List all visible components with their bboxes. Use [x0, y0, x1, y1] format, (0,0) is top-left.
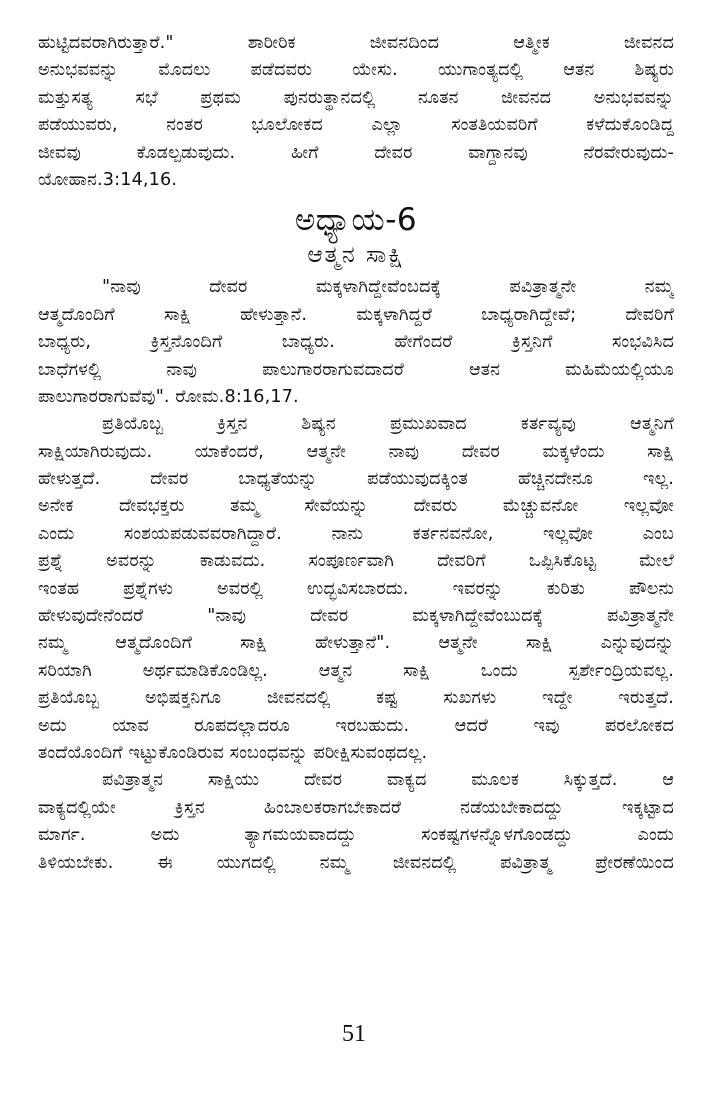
text-line: ಹೇಳುವುದೇನೆಂದರೆ "ನಾವು ದೇವರ ಮಕ್ಕಳಾಗಿದ್ದೇವೆಂಬುದಕ್ಕೆ ಪವಿತ್ರಾತ್ಮನೇ [38, 606, 674, 627]
text-line: ಪ್ರತಿಯೊಬ್ಬ ಕ್ರಿಸ್ತನ ಶಿಷ್ಯನ ಪ್ರಮುಖವಾದ ಕರ್ತವ್ಯವು ಆತ್ಮನಿಗೆ [102, 414, 674, 435]
text-line: ಆತ್ಮದೊಂದಿಗೆ ಸಾಕ್ಷಿ ಹೇಳುತ್ತಾನೆ. ಮಕ್ಕಳಾಗಿದ್ದರೆ ಬಾಧ್ಯರಾಗಿದ್ದೇವೆ; ದೇವರಿಗೆ [38, 304, 674, 325]
text-line: ಅನುಭವವನ್ನು ಮೊದಲು ಪಡೆದವರು ಯೇಸು. ಯುಗಾಂತ್ಯದಲ್ಲಿ ಆತನ ಶಿಷ್ಯರು [38, 60, 674, 81]
text-line: "ನಾವು ದೇವರ ಮಕ್ಕಳಾಗಿದ್ದೇವೆಂಬದಕ್ಕೆ ಪವಿತ್ರಾತ್ಮನೇ ನಮ್ಮ [102, 277, 674, 298]
paragraph-3 [38, 767, 674, 877]
chapter-subtitle: ಆತ್ಮನ ಸಾಕ್ಷಿ [307, 242, 405, 269]
text-line: ಪ್ರಶ್ನೆ ಅವರನ್ನು ಕಾಡುವದು. ಸಂಪೂರ್ಣವಾಗಿ ದೇವರಿಗೆ ಒಪ್ಪಿಸಿಕೊಟ್ಟ ಮೇಲೆ [38, 551, 674, 572]
text-line: ಇಂತಹ ಪ್ರಶ್ನೆಗಳು ಅವರಲ್ಲಿ ಉದ್ಭವಿಸಬಾರದು. ಇವರನ್ನು ಕುರಿತು ಪೌಲನು [38, 578, 674, 599]
text-line: ತಂದೆಯೊಂದಿಗೆ ಇಟ್ಟುಕೊಂಡಿರುವ ಸಂಬಂಧವನ್ನು ಪರೀಕ್ಷಿಸುವಂಥದಲ್ಲ. [38, 742, 428, 763]
text-line: ಜೀವವು ಕೊಡಲ್ಪಡುವುದು. ಹೀಗೆ ದೇವರ ವಾಗ್ದಾನವು ನೆರವೇರುವುದು- [38, 142, 674, 163]
text-line: ಪ್ರತಿಯೊಬ್ಬ ಅಭಿಷಕ್ತನಿಗೂ ಜೀವನದಲ್ಲಿ ಕಷ್ಟ ಸುಖಗಳು ಇದ್ದೇ ಇರುತ್ತದೆ. [38, 688, 674, 709]
document-page [38, 30, 674, 1080]
text-line: ಬಾಧ್ಯರು, ಕ್ರಿಸ್ತನೊಂದಿಗೆ ಬಾಧ್ಯರು. ಹೇಗೆಂದರೆ ಕ್ರಿಸ್ತನಿಗೆ ಸಂಭವಿಸಿದ [38, 332, 674, 353]
text-line: ಯೋಹಾನ.3:14,16. [38, 169, 178, 190]
text-line: ಅದು ಯಾವ ರೂಪದಲ್ಲಾದರೂ ಇರಬಹುದು. ಆದರೆ ಇವು ಪರಲೋಕದ [38, 715, 674, 736]
text-line: ಸರಿಯಾಗಿ ಅರ್ಥಮಾಡಿಕೊಂಡಿಲ್ಲ. ಆತ್ಮನ ಸಾಕ್ಷಿ ಒಂದು ಸ್ಪರ್ಶೇಂದ್ರಿಯವಲ್ಲ. [38, 660, 674, 681]
intro-paragraph [38, 30, 674, 194]
text-line: ಅನೇಕ ದೇವಭಕ್ತರು ತಮ್ಮ ಸೇವೆಯನ್ನು ದೇವರು ಮೆಚ್ಚುವನೋ ಇಲ್ಲವೋ [38, 496, 674, 517]
text-line: ಹೇಳುತ್ತದೆ. ದೇವರ ಬಾಧ್ಯತೆಯನ್ನು ಪಡೆಯುವುದಕ್ಕಿಂತ ಹೆಚ್ಚಿನದೇನೂ ಇಲ್ಲ. [38, 469, 674, 490]
text-line: ಎಂದು ಸಂಶಯಪಡುವವರಾಗಿದ್ದಾರೆ. ನಾನು ಕರ್ತನವನೋ, ಇಲ್ಲವೋ ಎಂಬ [38, 523, 674, 544]
paragraph-1 [38, 274, 674, 411]
text-line: ಮತ್ತುಸತ್ಯ ಸಭೆ ಪ್ರಥಮ ಪುನರುತ್ಥಾನದಲ್ಲಿ ನೂತನ ಜೀವನದ ಅನುಭವವನ್ನು [38, 87, 674, 108]
paragraph-2 [38, 411, 674, 767]
text-line: ವಾಕ್ಯದಲ್ಲಿಯೇ ಕ್ರಿಸ್ತನ ಹಿಂಬಾಲಕರಾಗಬೇಕಾದರೆ ನಡೆಯಬೇಕಾದದ್ದು ಇಕ್ಕಟ್ಟಾದ [38, 797, 674, 818]
page-number: 51 [342, 1021, 366, 1047]
text-line: ತಿಳಿಯಬೇಕು. ಈ ಯುಗದಲ್ಲಿ ನಮ್ಮ ಜೀವನದಲ್ಲಿ ಪವಿತ್ರಾತ್ಮ ಪ್ರೇರಣೆಯಿಂದ [38, 852, 674, 873]
text-line: ಪಾಲುಗಾರರಾಗುವೆವು". ರೋಮ.8:16,17. [38, 386, 299, 407]
text-line: ಮಾರ್ಗ. ಅದು ತ್ಯಾಗಮಯವಾದದ್ದು ಸಂಕಷ್ಟಗಳನ್ನೊಳಗೊಂಡದ್ದು ಎಂದು [38, 825, 674, 846]
text-line: ಸಾಕ್ಷಿಯಾಗಿರುವುದು. ಯಾಕೆಂದರೆ, ಆತ್ಮನೇ ನಾವು ದೇವರ ಮಕ್ಕಳೆಂದು ಸಾಕ್ಷಿ [38, 441, 674, 462]
text-line: ಪಡೆಯುವರು, ನಂತರ ಭೂಲೋಕದ ಎಲ್ಲಾ ಸಂತತಿಯವರಿಗೆ ಕಳೆದುಕೊಂಡಿದ್ದ [38, 115, 674, 136]
text-line: ನಮ್ಮ ಆತ್ಮದೊಂದಿಗೆ ಸಾಕ್ಷಿ ಹೇಳುತ್ತಾನೆ". ಆತ್ಮನೇ ಸಾಕ್ಷಿ ಎನ್ನುವುದನ್ನು [38, 633, 674, 654]
text-line: ಬಾಧೆಗಳಲ್ಲಿ ನಾವು ಪಾಲುಗಾರರಾಗುವದಾದರೆ ಆತನ ಮಹಿಮೆಯಲ್ಲಿಯೂ [38, 359, 674, 380]
text-line: ಪವಿತ್ರಾತ್ಮನ ಸಾಕ್ಷಿಯು ದೇವರ ವಾಕ್ಯದ ಮೂಲಕ ಸಿಕ್ಕುತ್ತದೆ. ಆ [102, 770, 674, 791]
text-line: ಹುಟ್ಟಿದವರಾಗಿರುತ್ತಾರೆ." ಶಾರೀರಿಕ ಜೀವನದಿಂದ ಆತ್ಮೀಕ ಜೀವನದ [38, 33, 674, 53]
chapter-title: ಅಧ್ಯಾಯ-6 [294, 202, 418, 239]
